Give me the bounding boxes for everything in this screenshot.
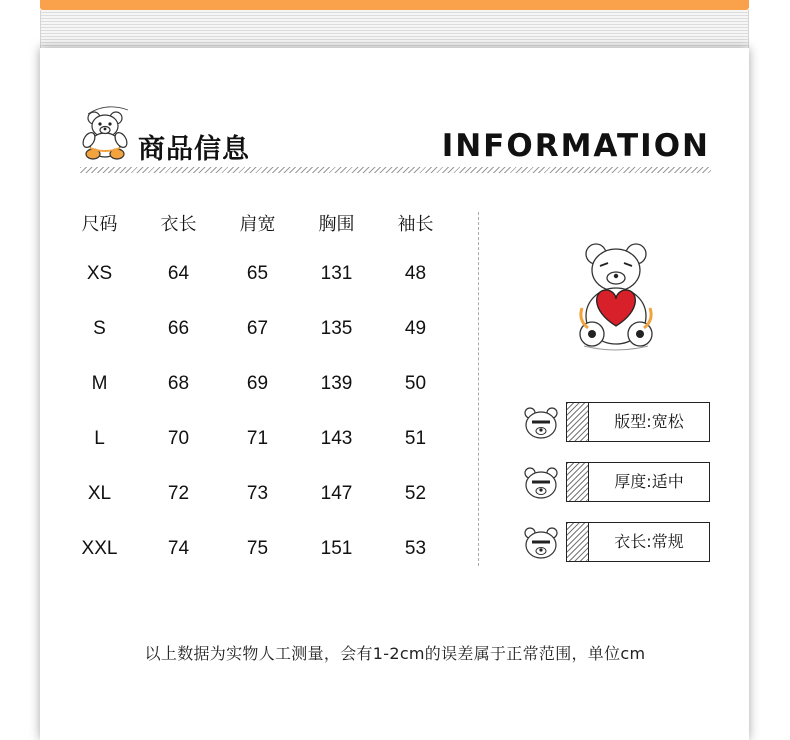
cell-sleeve: 48	[404, 262, 427, 284]
teddy-bear-logo-icon	[78, 100, 134, 160]
cell-shoulder: 71	[246, 427, 269, 449]
cell-shoulder: 65	[246, 262, 269, 284]
cell-sleeve: 52	[404, 482, 427, 504]
cell-sleeve: 53	[404, 537, 427, 559]
top-striped-band	[40, 10, 749, 48]
table-row	[60, 521, 460, 576]
cell-size: XS	[86, 262, 113, 284]
cell-shoulder: 75	[246, 537, 269, 559]
bear-face-icon	[520, 403, 568, 443]
cell-shoulder: 69	[246, 372, 269, 394]
header-shoulder: 肩宽	[239, 214, 276, 235]
cell-length: 74	[167, 537, 190, 559]
cell-chest: 135	[320, 317, 353, 339]
table-row	[60, 356, 460, 411]
cell-length: 68	[167, 372, 190, 394]
header-chest: 胸围	[318, 214, 355, 235]
attribute-length	[520, 522, 710, 562]
cell-shoulder: 73	[246, 482, 269, 504]
cell-chest: 151	[320, 537, 353, 559]
cell-shoulder: 67	[246, 317, 269, 339]
hatch-pattern	[567, 523, 589, 561]
header-length: 衣长	[160, 214, 197, 235]
bear-face-icon	[520, 523, 568, 563]
cell-size: L	[94, 427, 105, 449]
hatch-pattern	[567, 463, 589, 501]
attribute-box	[566, 522, 710, 562]
attribute-box	[566, 402, 710, 442]
cell-size: XL	[87, 482, 112, 504]
table-row	[60, 301, 460, 356]
attribute-label: 厚度:适中	[614, 472, 684, 491]
section-title-en: INFORMATION	[441, 128, 710, 164]
cell-length: 70	[167, 427, 190, 449]
cell-sleeve: 51	[404, 427, 427, 449]
table-row	[60, 411, 460, 466]
cell-size: XXL	[81, 537, 118, 559]
cell-size: S	[93, 317, 106, 339]
cell-chest: 143	[320, 427, 353, 449]
measurement-note: 以上数据为实物人工测量，会有1-2cm的误差属于正常范围，单位cm	[144, 644, 646, 663]
size-table	[60, 200, 460, 576]
header-size: 尺码	[81, 214, 118, 235]
attribute-label: 衣长:常规	[614, 532, 684, 551]
cell-chest: 147	[320, 482, 353, 504]
attribute-fit	[520, 402, 710, 442]
header-sleeve: 袖长	[397, 214, 434, 235]
table-row	[60, 466, 460, 521]
cell-length: 66	[167, 317, 190, 339]
attribute-label: 版型:宽松	[614, 412, 684, 431]
attribute-box	[566, 462, 710, 502]
cell-length: 64	[167, 262, 190, 284]
table-header-row	[60, 200, 460, 246]
teddy-bear-heart-icon	[570, 238, 662, 354]
table-row	[60, 246, 460, 301]
bear-face-icon	[520, 463, 568, 503]
cell-chest: 139	[320, 372, 353, 394]
hatch-pattern	[567, 403, 589, 441]
cell-sleeve: 49	[404, 317, 427, 339]
header-dashed-rule	[80, 167, 711, 173]
cell-chest: 131	[320, 262, 353, 284]
vertical-dashed-divider	[478, 212, 479, 566]
section-title-cn: 商品信息	[138, 134, 250, 165]
top-accent-bar	[40, 0, 749, 10]
cell-length: 72	[167, 482, 190, 504]
cell-size: M	[91, 372, 108, 394]
attribute-thickness	[520, 462, 710, 502]
cell-sleeve: 50	[404, 372, 427, 394]
